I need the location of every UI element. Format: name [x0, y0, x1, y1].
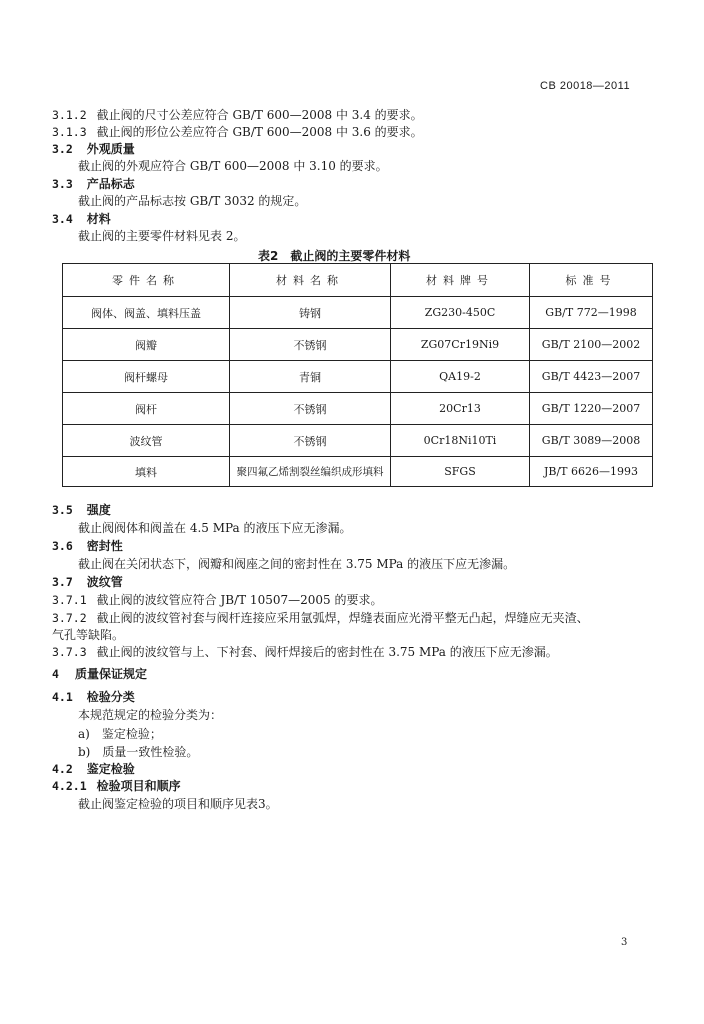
- clause-number: 4.2: [52, 762, 73, 776]
- header-material-name: 材料名称: [230, 264, 391, 297]
- table-header-row: [63, 264, 653, 297]
- heading-title: 检验项目和顺序: [96, 779, 181, 793]
- cell-standard-no: GB/T 2100—2002: [530, 329, 653, 361]
- heading-3-3: [52, 176, 135, 192]
- heading-title: 强度: [86, 503, 111, 517]
- heading-title: 检验分类: [86, 690, 135, 704]
- cell-standard-no: GB/T 772—1998: [530, 297, 653, 329]
- cell-material-name: 不锈钢: [230, 425, 391, 457]
- heading-title: 外观质量: [86, 142, 135, 156]
- heading-4: [52, 666, 147, 682]
- clause-number: 4.1: [52, 690, 73, 704]
- heading-title: 材料: [86, 212, 111, 226]
- clause-number: 3.6: [52, 539, 73, 553]
- header-part-name: 零件名称: [63, 264, 230, 297]
- cell-standard-no: GB/T 1220—2007: [530, 393, 653, 425]
- clause-text: 截止阀的波纹管衬套与阀杆连接应采用氩弧焊，焊缝表面应光滑平整无凸起，焊缝应无夹渣、: [96, 611, 589, 625]
- cell-material-grade: ZG07Cr19Ni9: [391, 329, 530, 361]
- clause-3-5-text: 截止阀阀体和阀盖在 4.5 MPa 的液压下应无渗漏。: [78, 521, 352, 535]
- cell-standard-no: GB/T 4423—2007: [530, 361, 653, 393]
- clause-number: 3.1.2: [52, 108, 87, 122]
- clause-3-7-2-cont: 气孔等缺陷。: [52, 628, 125, 642]
- table-row: [63, 361, 653, 393]
- heading-3-6: [52, 538, 123, 554]
- table-row: [63, 457, 653, 487]
- cell-material-name: 铸钢: [230, 297, 391, 329]
- cell-part-name: 阀体、阀盖、填料压盖: [63, 297, 230, 329]
- heading-4-2: [52, 761, 135, 777]
- cell-standard-no: JB/T 6626—1993: [530, 457, 653, 487]
- clause-4-2-1-text: 截止阀鉴定检验的项目和顺序见表3。: [78, 797, 278, 811]
- cell-material-name: 不锈钢: [230, 329, 391, 361]
- heading-3-7: [52, 574, 123, 590]
- clause-3-4-text: 截止阀的主要零件材料见表 2。: [78, 229, 246, 243]
- heading-4-2-1: [52, 778, 181, 794]
- cell-material-grade: ZG230-450C: [391, 297, 530, 329]
- table-row: [63, 425, 653, 457]
- cell-material-grade: QA19-2: [391, 361, 530, 393]
- heading-3-2: [52, 141, 135, 157]
- clause-3-1-3: [52, 124, 423, 140]
- clause-3-1-2: [52, 107, 423, 123]
- clause-3-2-text: 截止阀的外观应符合 GB/T 600—2008 中 3.10 的要求。: [78, 159, 388, 173]
- clause-number: 3.4: [52, 212, 73, 226]
- clause-number: 4: [52, 667, 59, 681]
- clause-number: 3.7: [52, 575, 73, 589]
- list-item: b) 质量一致性检验。: [78, 745, 199, 759]
- list-item: a) 鉴定检验；: [78, 727, 162, 741]
- clause-3-7-3: [52, 644, 558, 660]
- clause-text: 截止阀的尺寸公差应符合 GB/T 600—2008 中 3.4 的要求。: [96, 108, 423, 122]
- page-number: 3: [621, 937, 628, 948]
- heading-3-4: [52, 211, 111, 227]
- clause-number: 3.7.3: [52, 645, 87, 659]
- heading-title: 波纹管: [86, 575, 123, 589]
- cell-material-name: 青铜: [230, 361, 391, 393]
- clause-4-1-text: 本规范规定的检验分类为：: [78, 708, 223, 722]
- cell-part-name: 波纹管: [63, 425, 230, 457]
- clause-3-6-text: 截止阀在关闭状态下，阀瓣和阀座之间的密封性在 3.75 MPa 的液压下应无渗漏。: [78, 557, 516, 571]
- heading-3-5: [52, 502, 111, 518]
- clause-number: 4.2.1: [52, 779, 87, 793]
- cell-part-name: 阀瓣: [63, 329, 230, 361]
- table-row: [63, 393, 653, 425]
- cell-part-name: 阀杆螺母: [63, 361, 230, 393]
- cell-standard-no: GB/T 3089—2008: [530, 425, 653, 457]
- parts-material-table: [62, 263, 653, 487]
- clause-3-7-1: [52, 592, 382, 608]
- heading-title: 鉴定检验: [86, 762, 135, 776]
- standard-code: CB 20018—2011: [540, 80, 631, 92]
- heading-title: 密封性: [86, 539, 123, 553]
- clause-number: 3.1.3: [52, 125, 87, 139]
- clause-3-7-2: [52, 610, 589, 626]
- clause-text: 截止阀的形位公差应符合 GB/T 600—2008 中 3.6 的要求。: [96, 125, 423, 139]
- clause-3-3-text: 截止阀的产品标志按 GB/T 3032 的规定。: [78, 194, 307, 208]
- cell-material-grade: 20Cr13: [391, 393, 530, 425]
- heading-4-1: [52, 689, 135, 705]
- clause-text: 截止阀的波纹管应符合 JB/T 10507—2005 的要求。: [96, 593, 383, 607]
- table-row: [63, 329, 653, 361]
- table-row: [63, 297, 653, 329]
- table-2-title: 表2 截止阀的主要零件材料: [258, 249, 411, 263]
- clause-number: 3.5: [52, 503, 73, 517]
- cell-material-name: 不锈钢: [230, 393, 391, 425]
- cell-material-grade: 0Cr18Ni10Ti: [391, 425, 530, 457]
- header-standard-no: 标准号: [530, 264, 653, 297]
- clause-number: 3.3: [52, 177, 73, 191]
- clause-number: 3.2: [52, 142, 73, 156]
- cell-part-name: 阀杆: [63, 393, 230, 425]
- cell-material-grade: SFGS: [391, 457, 530, 487]
- clause-number: 3.7.2: [52, 611, 87, 625]
- clause-text: 截止阀的波纹管与上、下衬套、阀杆焊接后的密封性在 3.75 MPa 的液压下应无渗漏。: [96, 645, 558, 659]
- heading-title: 质量保证规定: [74, 667, 147, 681]
- header-material-grade: 材料牌号: [391, 264, 530, 297]
- clause-number: 3.7.1: [52, 593, 87, 607]
- cell-part-name: 填料: [63, 457, 230, 487]
- heading-title: 产品标志: [86, 177, 135, 191]
- cell-material-name: 聚四氟乙烯割裂丝编织成形填料: [230, 457, 391, 487]
